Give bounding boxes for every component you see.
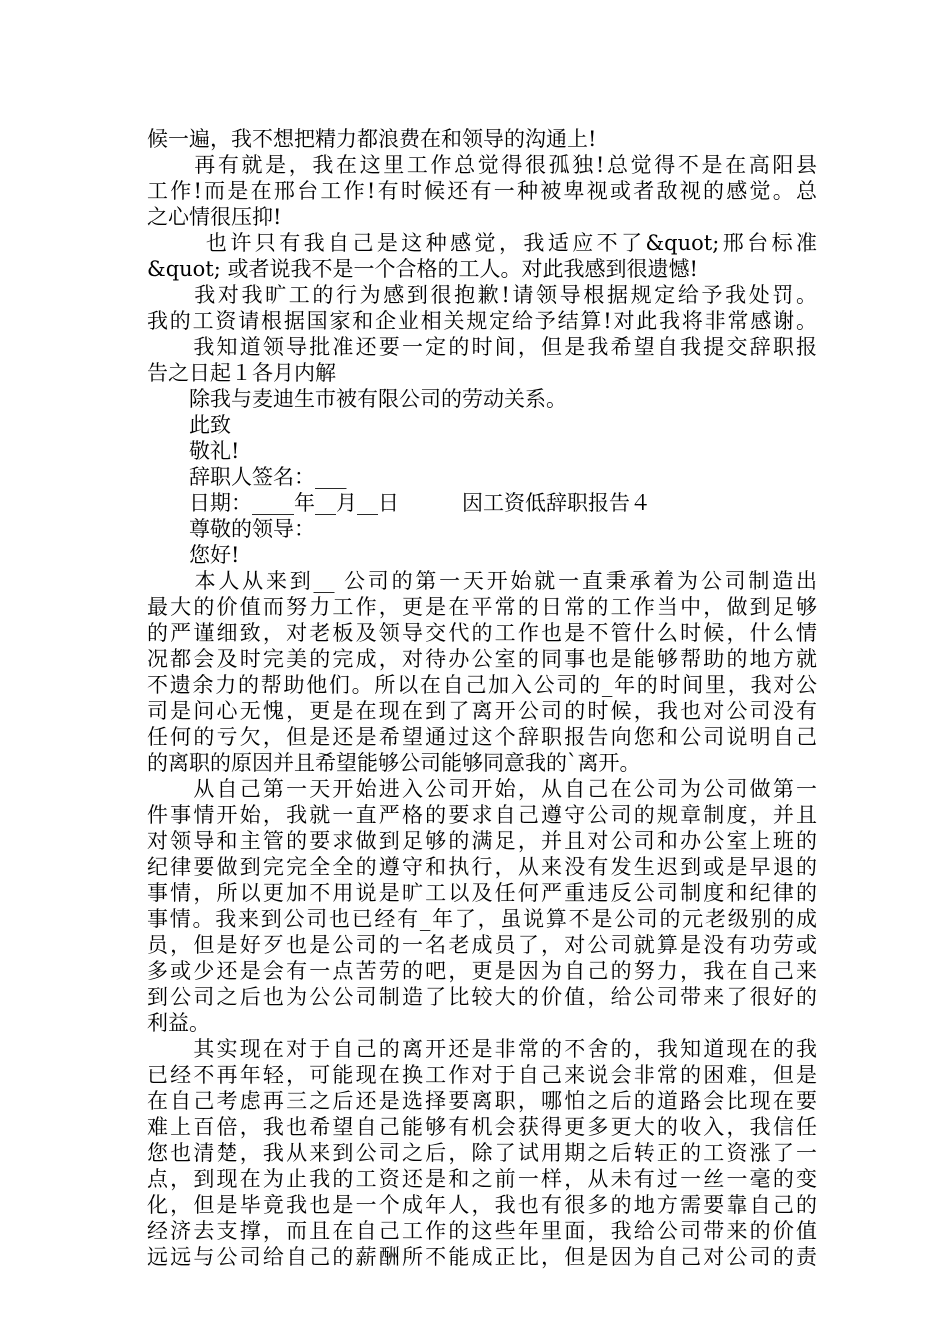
- text-line: 事情。我来到公司也已经有_年了，虽说算不是公司的元老级别的成: [147, 907, 817, 931]
- text-line: 此致: [147, 413, 231, 437]
- text-line: 本人从来到__ 公司的第一天开始就一直秉承着为公司制造出: [147, 569, 817, 593]
- text-line: 您也清楚，我从来到公司之后，除了试用期之后转正的工资涨了一: [147, 1141, 817, 1165]
- text-line: 的严谨细致，对老板及领导交代的工作也是不管什么时候，什么情: [147, 621, 817, 645]
- text-line: 您好!: [147, 543, 240, 567]
- text-line: 候一遍，我不想把精力都浪费在和领导的沟通上!: [147, 127, 597, 151]
- text-line: 日期：____年__月__日 因工资低辞职报告４: [147, 491, 651, 515]
- text-line: 工作!而是在邢台工作!有时候还有一种被卑视或者敌视的感觉。总: [147, 179, 817, 203]
- text-line: 在自己考虑再三之后还是选择要离职，哪怕之后的道路会比现在要: [147, 1089, 817, 1113]
- text-line: 再有就是，我在这里工作总觉得很孤独!总觉得不是在高阳县: [147, 153, 817, 177]
- text-line: 点，到现在为止我的工资还是和之前一样，从未有过一丝一毫的变: [147, 1167, 817, 1191]
- text-line: 之心情很压抑!: [147, 205, 282, 229]
- text-line: 其实现在对于自己的离开还是非常的不舍的，我知道现在的我: [147, 1037, 817, 1061]
- text-line: 不遗余力的帮助他们。所以在自己加入公司的_年的时间里，我对公: [147, 673, 817, 697]
- text-line: 尊敬的领导：: [147, 517, 315, 541]
- text-line: 辞职人签名：___: [147, 465, 347, 489]
- text-line: 到公司之后也为公公司制造了比较大的价值，给公司带来了很好的: [147, 985, 817, 1009]
- text-line: 已经不再年轻，可能现在换工作对于自己来说会非常的困难，但是: [147, 1063, 817, 1087]
- text-line: 任何的亏欠，但是还是希望通过这个辞职报告向您和公司说明自己: [147, 725, 817, 749]
- text-line: 经济去支撑，而且在自己工作的这些年里面，我给公司带来的价值: [147, 1219, 817, 1243]
- text-line: 难上百倍，我也希望自己能够有机会获得更多更大的收入，我信任: [147, 1115, 817, 1139]
- text-line: 也许只有我自己是这种感觉，我适应不了&quot;邢台标准: [147, 231, 817, 255]
- text-line: 事情，所以更加不用说是旷工以及任何严重违反公司制度和纪律的: [147, 881, 817, 905]
- text-line: 远远与公司给自己的薪酬所不能成正比，但是因为自己对公司的责: [147, 1245, 817, 1269]
- text-line: 化，但是毕竟我也是一个成年人，我也有很多的地方需要靠自己的: [147, 1193, 817, 1217]
- text-line: &quot; 或者说我不是一个合格的工人。对此我感到很遗憾!: [147, 257, 698, 281]
- text-line: 除我与麦迪生巿被有限公司的劳动关系。: [147, 387, 567, 411]
- text-line: 的离职的原因并且希望能够公司能够同意我的`离开。: [147, 751, 641, 775]
- text-line: 对领导和主管的要求做到足够的满足，并且对公司和办公室上班的: [147, 829, 817, 853]
- text-line: 从自己第一天开始进入公司开始，从自己在公司为公司做第一: [147, 777, 817, 801]
- text-line: 纪律要做到完完全全的遵守和执行，从来没有发生迟到或是早退的: [147, 855, 817, 879]
- text-line: 最大的价值而努力工作，更是在平常的日常的工作当中，做到足够: [147, 595, 817, 619]
- text-line: 我知道领导批准还要一定的时间，但是我希望自我提交辞职报: [147, 335, 817, 359]
- text-line: 员，但是好歹也是公司的一名老成员了，对公司就算是没有功劳或: [147, 933, 817, 957]
- text-line: 司是问心无愧，更是在现在到了离开公司的时候，我也对公司没有: [147, 699, 817, 723]
- text-line: 我的工资请根据国家和企业相关规定给予结算!对此我将非常感谢。: [147, 309, 817, 333]
- text-line: 件事情开始，我就一直严格的要求自己遵守公司的规章制度，并且: [147, 803, 817, 827]
- text-line: 我对我旷工的行为感到很抱歉!请领导根据规定给予我处罚。: [147, 283, 817, 307]
- text-line: 况都会及时完美的完成，对待办公室的同事也是能够帮助的地方就: [147, 647, 817, 671]
- text-line: 利益。: [147, 1011, 210, 1035]
- text-line: 告之日起１各月内解: [147, 361, 336, 385]
- text-line: 敬礼!: [147, 439, 240, 463]
- text-line: 多或少还是会有一点苦劳的吧，更是因为自己的努力，我在自己来: [147, 959, 817, 983]
